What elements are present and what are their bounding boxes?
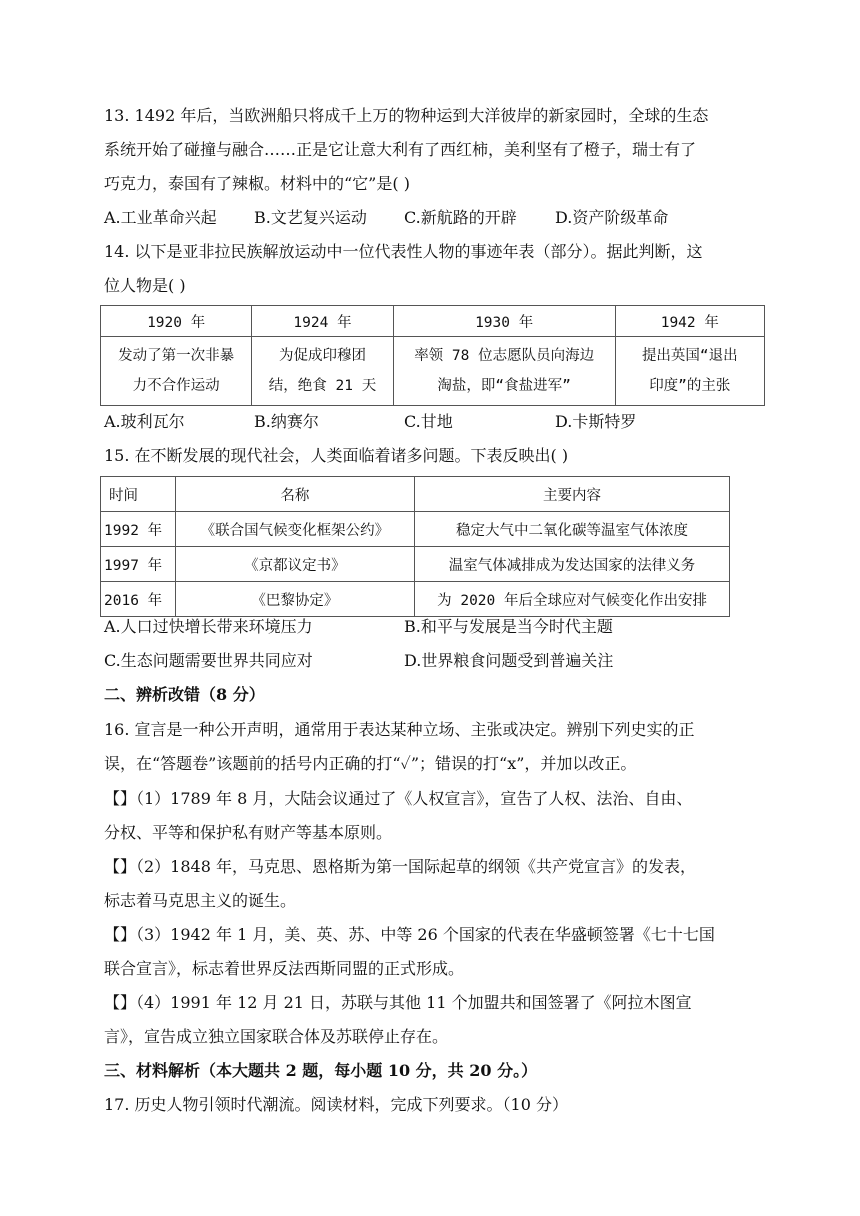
- q15-header-cell: 名称: [175, 477, 414, 512]
- q13-line-1: 13. 1492 年后，当欧洲船只将成千上万的物种运到大洋彼岸的新家园时，全球的生态: [104, 106, 709, 125]
- q14-option-b: B.纳赛尔: [254, 412, 319, 431]
- q14-year-cell: 1942 年: [615, 306, 764, 337]
- q16-item-3-line-1: 【】（3）1942 年 1 月，美、英、苏、中等 26 个国家的代表在华盛顿签署《七十七国: [104, 925, 715, 944]
- q16-item-2-line-2: 标志着马克思主义的诞生。: [104, 891, 297, 910]
- q14-option-a: A.玻利瓦尔: [104, 412, 185, 431]
- q13-option-a: A.工业革命兴起: [104, 208, 217, 227]
- q17-line: 17. 历史人物引领时代潮流。阅读材料，完成下列要求。（10 分）: [104, 1095, 568, 1114]
- q16-item-4-line-2: 言》，宣告成立独立国家联合体及苏联停止存在。: [104, 1027, 449, 1046]
- q14-year-cell: 1920 年: [101, 306, 252, 337]
- q15-header-cell: 时间: [101, 477, 176, 512]
- q14-event-text: 为促成印穆团: [279, 348, 366, 364]
- q13-option-b: B.文艺复兴运动: [254, 208, 367, 227]
- q14-event-text: 力不合作运动: [132, 378, 220, 394]
- q13-line-3: 巧克力，泰国有了辣椒。材料中的“它”是( ): [104, 174, 410, 193]
- q14-event-cell: [101, 337, 252, 406]
- q14-event-text: 淘盐，即“食盐进军”: [437, 378, 571, 394]
- section-2-title: 二、辨析改错（8 分）: [104, 685, 265, 704]
- q14-event-cell: [615, 337, 764, 406]
- q14-event-text: 提出英国“退出: [641, 348, 738, 364]
- q15-cell: 《巴黎协定》: [175, 582, 414, 617]
- q16-item-2-line-1: 【】（2）1848 年，马克思、恩格斯为第一国际起草的纲领《共产党宣言》的发表，: [104, 857, 696, 876]
- q16-item-1-line-1: 【】（1）1789 年 8 月，大陆会议通过了《人权宣言》，宣告了人权、法治、自由、: [104, 789, 693, 808]
- q14-event-cell: [393, 337, 615, 406]
- q15-cell: 稳定大气中二氧化碳等温室气体浓度: [415, 512, 730, 547]
- q15-cell: 《联合国气候变化框架公约》: [175, 512, 414, 547]
- q14-event-text: 发动了第一次非暴: [118, 348, 235, 364]
- q16-line-1: 16. 宣言是一种公开声明，通常用于表达某种立场、主张或决定。辨别下列史实的正: [104, 720, 695, 739]
- q13-option-d: D.资产阶级革命: [555, 208, 669, 227]
- q15-option-a: A.人口过快增长带来环境压力: [104, 617, 313, 636]
- q14-option-d: D.卡斯特罗: [555, 412, 637, 431]
- q14-event-cell: [252, 337, 393, 406]
- q15-climate-table: [100, 476, 730, 617]
- q14-option-c: C.甘地: [404, 412, 453, 431]
- q15-cell: 为 2020 年后全球应对气候变化作出安排: [415, 582, 730, 617]
- q14-event-text: 率领 78 位志愿队员向海边: [414, 348, 595, 364]
- q13-line-2: 系统开始了碰撞与融合……正是它让意大利有了西红柿，美利坚有了橙子，瑞士有了: [104, 140, 697, 159]
- q14-timeline-table: [100, 305, 765, 406]
- table-row: [101, 547, 730, 582]
- q15-cell: 2016 年: [101, 582, 176, 617]
- q16-item-3-line-2: 联合宣言》，标志着世界反法西斯同盟的正式形成。: [104, 959, 465, 978]
- q15-cell: 温室气体减排成为发达国家的法律义务: [415, 547, 730, 582]
- q16-item-1-line-2: 分权、平等和保护私有财产等基本原则。: [104, 823, 393, 842]
- table-row: [101, 512, 730, 547]
- q16-item-4-line-1: 【】（4）1991 年 12 月 21 日，苏联与其他 11 个加盟共和国签署了《阿拉木图宣: [104, 993, 692, 1012]
- q15-cell: 1992 年: [101, 512, 176, 547]
- q16-line-2: 误，在“答题卷”该题前的括号内正确的打“✓”；错误的打“x”，并加以改正。: [104, 754, 637, 773]
- q15-line-1: 15. 在不断发展的现代社会，人类面临着诸多问题。下表反映出( ): [104, 446, 569, 465]
- q14-line-1: 14. 以下是亚非拉民族解放运动中一位代表性人物的事迹年表（部分）。据此判断，这: [104, 242, 703, 261]
- q14-year-cell: 1930 年: [393, 306, 615, 337]
- q14-event-text: 结，绝食 21 天: [268, 378, 377, 394]
- q15-option-c: C.生态问题需要世界共同应对: [104, 651, 313, 670]
- q15-cell: 1997 年: [101, 547, 176, 582]
- q13-option-c: C.新航路的开辟: [404, 208, 517, 227]
- q15-header-cell: 主要内容: [415, 477, 730, 512]
- q14-year-cell: 1924 年: [252, 306, 393, 337]
- q15-option-b: B.和平与发展是当今时代主题: [404, 617, 613, 636]
- q14-line-2: 位人物是( ): [104, 276, 186, 295]
- q15-cell: 《京都议定书》: [175, 547, 414, 582]
- q15-option-d: D.世界粮食问题受到普遍关注: [404, 651, 614, 670]
- q14-event-text: 印度”的主张: [649, 378, 731, 394]
- section-3-title: 三、材料解析（本大题共 2 题，每小题 10 分，共 20 分。）: [104, 1061, 538, 1080]
